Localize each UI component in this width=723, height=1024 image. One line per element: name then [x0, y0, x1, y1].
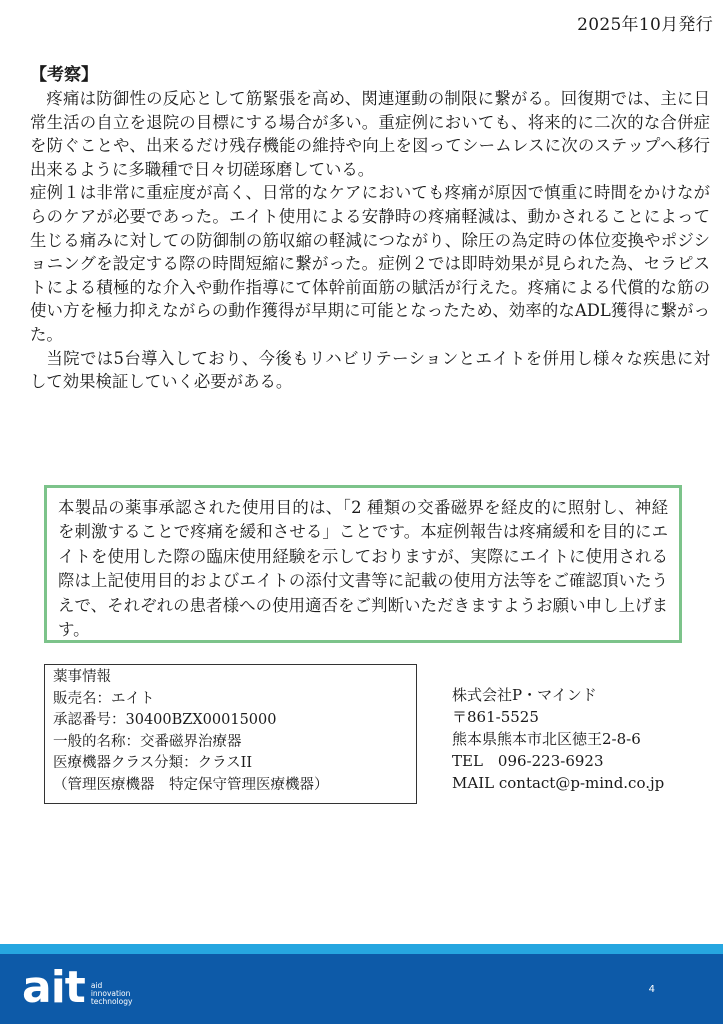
- general-name: 一般的名称：交番磁界治療器: [53, 733, 242, 750]
- device-category: （管理医療機器 特定保守管理医療機器）: [53, 776, 329, 793]
- company-tel: TEL 096-223-6923: [452, 752, 604, 770]
- consideration-heading: 【考察】: [30, 65, 98, 85]
- footer-band: [0, 944, 723, 1024]
- usage-notice-box: [44, 485, 682, 643]
- approval-number: 承認番号：30400BZX00015000: [53, 712, 277, 728]
- company-info: [452, 684, 664, 794]
- device-class: 医療機器クラス分類：クラスII: [53, 755, 253, 771]
- footer-stripe: [0, 944, 723, 954]
- consideration-section: [30, 64, 710, 394]
- consideration-paragraph-2: 症例１は非常に重症度が高く、日常的なケアにおいても疼痛が原因で慎重に時間をかけながらのケアが必要であった。エイト使用による安静時の疼痛軽減は、動かされることによって生じる痛みに対しての防御制の筋収縮の軽減につながり、除圧の為定時の体位変換やポジショニングを設定する際の時間短縮に繋がった。症例２では即時効果が見られた為、セラピストによる積極的な介入や動作指導にて体幹前面筋の賦活が行えた。疼痛による代償的な筋の使い方を極力抑えながらの動作獲得が早期に可能となったため、効率的なADL獲得に繋がった。: [30, 183, 710, 344]
- company-name: 株式会社P・マインド: [452, 686, 597, 704]
- issue-date: 2025年10月発行: [577, 15, 713, 35]
- logo-tagline-line-3: technology: [90, 997, 133, 1006]
- consideration-paragraph-3: 当院では5台導入しており、今後もリハビリテーションとエイトを併用し様々な疾患に対して効果検証していく必要がある。: [30, 348, 710, 392]
- pharma-info-title: 薬事情報: [53, 669, 111, 685]
- logo-tagline-line-1: aid: [90, 981, 103, 990]
- logo-mark: ait: [22, 962, 85, 1013]
- company-mail[interactable]: MAIL contact@p-mind.co.jp: [452, 774, 665, 792]
- sales-name: 販売名：エイト: [53, 690, 155, 707]
- company-postal: 〒861-5525: [452, 708, 539, 726]
- company-address: 熊本県熊本市北区徳王2-8-6: [452, 730, 641, 748]
- logo-tagline: [91, 982, 133, 1006]
- usage-notice-text: 本製品の薬事承認された使用目的は、「2 種類の交番磁界を経皮的に照射し、神経を刺激することで疼痛を緩和させる」ことです。本症例報告は疼痛緩和を目的にエイトを使用した際の臨床使用経験を示しておりますが、実際にエイトに使用される際は上記使用目的およびエイトの添付文書等に記載の使用方法等をご確認頂いたうえで、それぞれの患者様への使用適否をご判断いただきますようお願い申し上げます。: [58, 498, 668, 640]
- ait-logo: [22, 962, 133, 1013]
- page-number: 4: [648, 984, 655, 995]
- logo-tagline-line-2: innovation: [90, 989, 131, 998]
- consideration-paragraph-1: 疼痛は防御性の反応として筋緊張を高め、関連運動の制限に繋がる。回復期では、主に日常生活の自立を退院の目標にする場合が多い。重症例においても、将来的に二次的な合併症を防ぐことや、出来るだけ残存機能の維持や向上を図ってシームレスに次のステップへ移行出来るように多職種で日々切磋琢磨している。: [30, 89, 710, 179]
- pharma-info-box: [44, 664, 417, 804]
